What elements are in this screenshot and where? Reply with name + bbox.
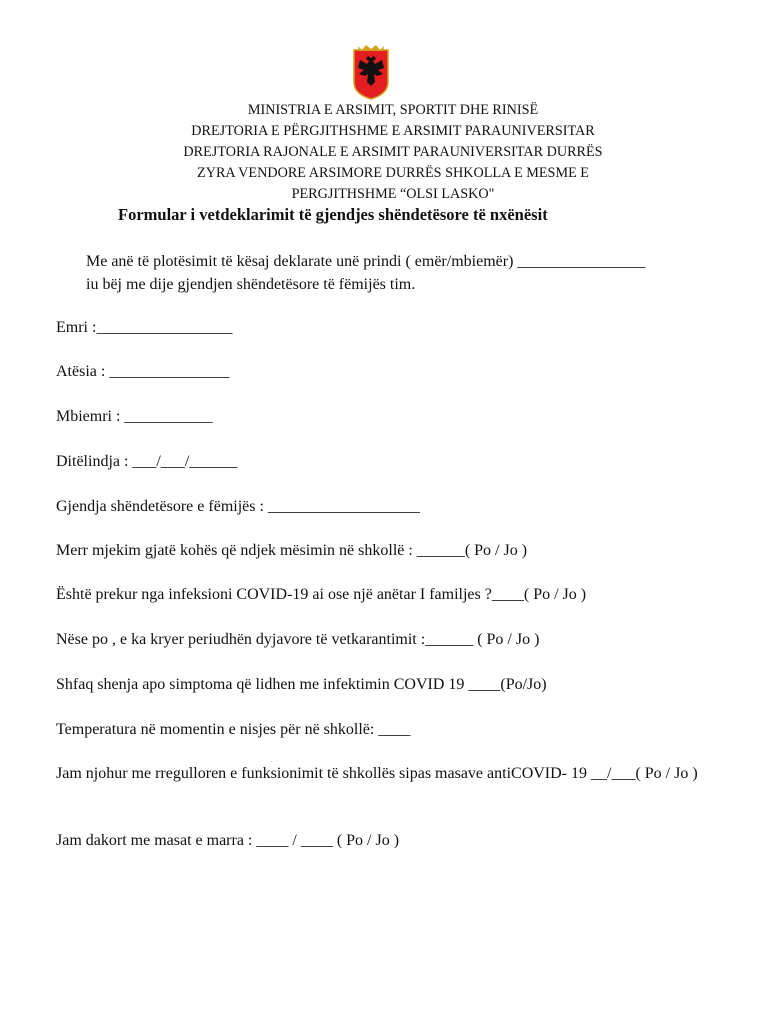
field-symptoms: Shfaq shenja apo simptoma që lidhen me infektimin COVID 19 ____(Po/Jo) [56, 676, 547, 693]
header-line: ZYRA VENDORE ARSIMORE DURRËS SHKOLLA E MESME E [197, 165, 589, 181]
field-name: Emri :_________________ [56, 319, 233, 336]
field-school-regulation: Jam njohur me rregulloren e funksionimit të shkollës sipas masave antiCOVID- 19 __/___( Po / Jo ) [56, 765, 698, 782]
intro-line: Me anë të plotësimit të kësaj deklarate unë prindi ( emër/mbiemër) ________________ [86, 253, 646, 270]
intro-line: iu bëj me dije gjendjen shëndetësore të fëmijës tim. [86, 276, 416, 293]
albania-coat-of-arms-icon [352, 44, 390, 100]
field-covid-infection: Është prekur nga infeksioni COVID-19 ai ose një anëtar I familjes ?____( Po / Jo ) [56, 586, 587, 603]
field-birthdate: Ditëlindja : ___/___/______ [56, 453, 238, 470]
header-line: DREJTORIA RAJONALE E ARSIMIT PARAUNIVERSITAR DURRËS [183, 144, 603, 160]
header-line: MINISTRIA E ARSIMIT, SPORTIT DHE RINISË [247, 102, 539, 118]
field-father-name: Atësia : _______________ [56, 363, 230, 380]
declaration-intro [86, 250, 645, 296]
field-self-quarantine: Nëse po , e ka kryer periudhën dyjavore të vetkarantimit :______ ( Po / Jo ) [56, 631, 540, 648]
field-medication: Merr mjekim gjatë kohës që ndjek mësimin në shkollë : ______( Po / Jo ) [56, 542, 528, 559]
form-title: Formular i vetdeklarimit të gjendjes shëndetësore të nxënësit [118, 205, 548, 224]
field-agreement: Jam dakort me masat e marra : ____ / ____ ( Po / Jo ) [56, 832, 400, 849]
header-line: PERGJITHSHME “OLSI LASKO" [291, 186, 495, 202]
field-health-condition: Gjendja shëndetësore e fëmijës : ___________________ [56, 498, 420, 515]
header-line: DREJTORIA E PËRGJITHSHME E ARSIMIT PARAUNIVERSITAR [191, 123, 595, 139]
institution-header [0, 100, 768, 205]
field-surname: Mbiemri : ___________ [56, 408, 213, 425]
field-temperature: Temperatura në momentin e nisjes për në shkollë: ____ [56, 721, 411, 738]
